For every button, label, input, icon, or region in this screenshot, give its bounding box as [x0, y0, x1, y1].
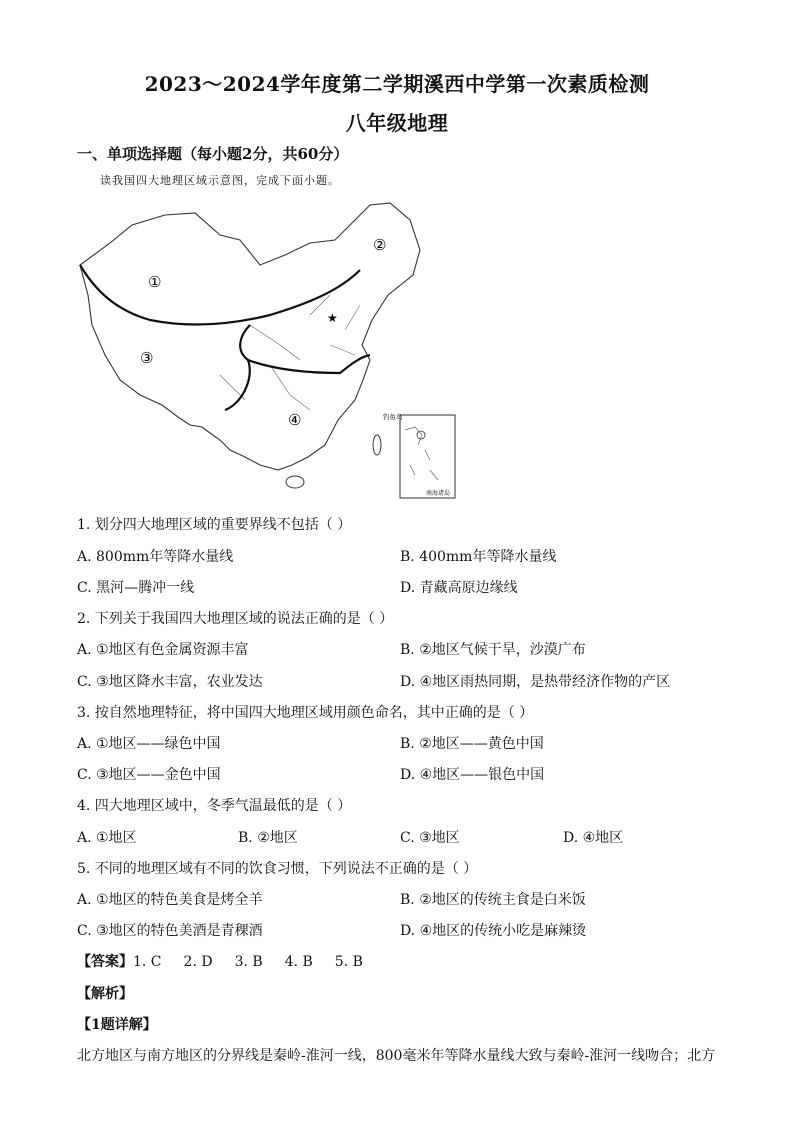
answer-1: 1. C [133, 954, 162, 970]
section-heading: 一、单项选择题（每小题2分，共60分） [77, 145, 349, 163]
boundary-qinghai-tibet [225, 325, 250, 410]
answer-5: 5. B [334, 954, 363, 970]
question-3-option-d[interactable]: D. ④地区——银色中国 [400, 767, 545, 783]
china-regions-map [70, 195, 470, 505]
question-4-option-a[interactable]: A. ①地区 [77, 830, 137, 846]
region-label-4: ④ [288, 411, 302, 429]
inset-bottom-label: 南海诸岛 [426, 490, 451, 497]
boundary-qinling-huaihe [248, 355, 370, 373]
answer-row [77, 951, 385, 971]
south-china-sea-inset [400, 415, 455, 498]
question-3-option-b[interactable]: B. ②地区——黄色中国 [400, 736, 544, 752]
question-5-option-c[interactable]: C. ③地区的特色美酒是青稞酒 [77, 923, 263, 939]
question-3-stem: 3. 按自然地理特征，将中国四大地理区域用颜色命名，其中正确的是（ ） [77, 705, 534, 721]
question-2-stem: 2. 下列关于我国四大地理区域的说法正确的是（ ） [77, 611, 394, 627]
question-4-stem: 4. 四大地理区域中，冬季气温最低的是（ ） [77, 798, 352, 814]
answer-label: 【答案】 [77, 954, 133, 970]
capital-star-icon: ★ [327, 311, 338, 325]
hainan-island [286, 476, 304, 488]
question-2-option-c[interactable]: C. ③地区降水丰富，农业发达 [77, 674, 263, 690]
question-1-option-d[interactable]: D. 青藏高原边缘线 [400, 580, 518, 596]
intro-text: 读我国四大地理区域示意图，完成下面小题。 [100, 174, 340, 187]
question-4-option-b[interactable]: B. ②地区 [238, 830, 298, 846]
question-1-option-b[interactable]: B. 400mm年等降水量线 [400, 549, 557, 565]
question-2-option-b[interactable]: B. ②地区气候干旱，沙漠广布 [400, 642, 586, 658]
question-2-option-d[interactable]: D. ④地区雨热同期，是热带经济作物的产区 [400, 674, 671, 690]
answer-2: 2. D [183, 954, 213, 970]
exam-subtitle: 八年级地理 [345, 111, 449, 135]
region-label-2: ② [373, 236, 387, 254]
question-4-option-d[interactable]: D. ④地区 [563, 830, 624, 846]
china-outline [80, 203, 420, 470]
question-5-option-b[interactable]: B. ②地区的传统主食是白米饭 [400, 892, 586, 908]
inset-top-label: 钓鱼岛 [383, 413, 403, 421]
question-1-option-a[interactable]: A. 800mm年等降水量线 [77, 549, 234, 565]
question-5-option-a[interactable]: A. ①地区的特色美食是烤全羊 [77, 892, 263, 908]
question-4-option-c[interactable]: C. ③地区 [400, 830, 460, 846]
question-1-option-c[interactable]: C. 黑河—腾冲一线 [77, 580, 195, 596]
boundary-north-northwest [80, 265, 360, 325]
exam-title: 2023～2024学年度第二学期溪西中学第一次素质检测 [144, 72, 650, 96]
question-5-option-d[interactable]: D. ④地区的传统小吃是麻辣烫 [400, 923, 587, 939]
taiwan-island [373, 435, 381, 455]
question-3-option-c[interactable]: C. ③地区——金色中国 [77, 767, 221, 783]
question-5-stem: 5. 不同的地理区域有不同的饮食习惯，下列说法不正确的是（ ） [77, 861, 478, 877]
answer-4: 4. B [284, 954, 313, 970]
answer-3: 3. B [234, 954, 263, 970]
region-label-3: ③ [140, 349, 154, 367]
analysis-label: 【解析】 [77, 986, 133, 1002]
region-label-1: ① [148, 273, 162, 291]
detail-text: 北方地区与南方地区的分界线是秦岭-淮河一线，800毫米年等降水量线大致与秦岭-淮河一线吻合；北方 [77, 1048, 716, 1064]
question-1-stem: 1. 划分四大地理区域的重要界线不包括（ ） [77, 517, 352, 533]
question-3-option-a[interactable]: A. ①地区——绿色中国 [77, 736, 221, 752]
question-2-option-a[interactable]: A. ①地区有色金属资源丰富 [77, 642, 249, 658]
detail-label: 【1题详解】 [77, 1017, 157, 1033]
